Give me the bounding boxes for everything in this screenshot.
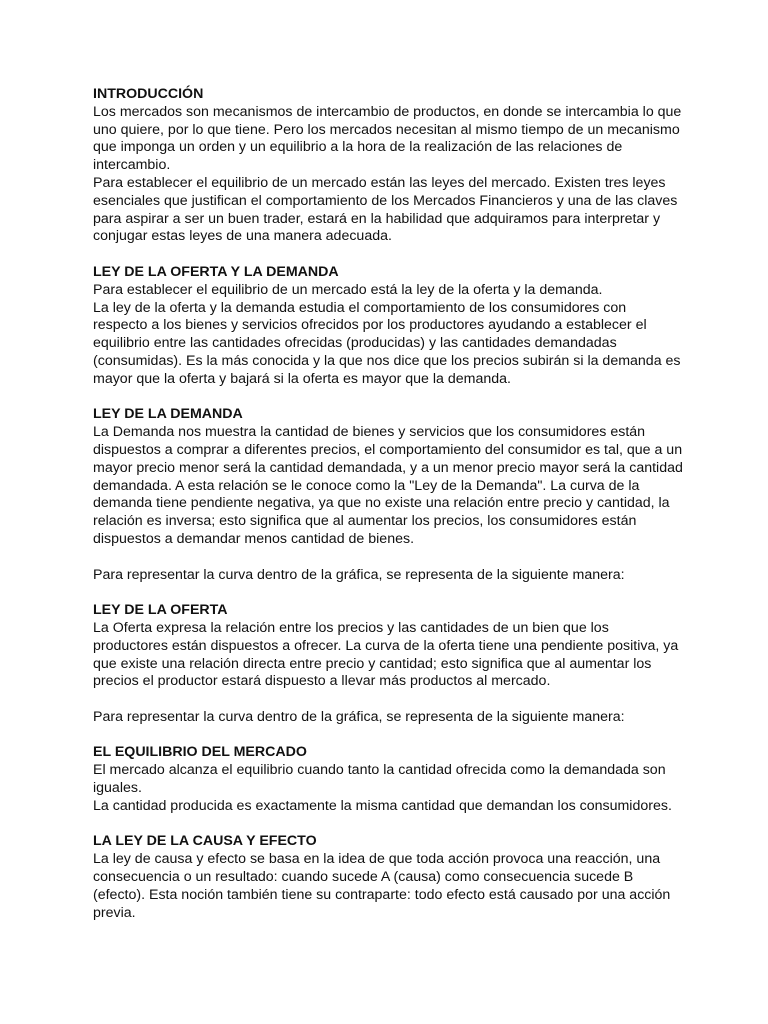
paragraph: Para establecer el equilibrio de un mercado están las leyes del mercado. Existen tres leyes esenciales que justifican el comportamiento de los Mercados Financieros y una de las claves para aspirar a ser un buen trader, estará en la habilidad que adquiramos para interpretar y conjugar estas leyes de una manera adecuada. <box>93 174 678 245</box>
paragraph: El mercado alcanza el equilibrio cuando tanto la cantidad ofrecida como la demandada son iguales. <box>93 762 666 797</box>
section-ley-oferta <box>93 602 683 727</box>
paragraph: La cantidad producida es exactamente la misma cantidad que demandan los consumidores. <box>93 797 672 814</box>
section-spacer <box>93 727 683 745</box>
section-heading: LEY DE LA OFERTA <box>93 602 228 619</box>
paragraph: La Demanda nos muestra la cantidad de bienes y servicios que los consumidores están dispuestos a comprar a diferentes precios, el comportamiento del consumidor es tal, que a un mayor precio menor será la cantidad demandada, y a un menor precio mayor será la cantidad demandada. A esta relación se le conoce como la "Ley de la Demanda". La curva de la demanda tiene pendiente negativa, ya que no existe una relación entre precio y cantidad, la relación es inversa; esto significa que al aumentar los precios, los consumidores están dispuestos a demandar menos cantidad de bienes. <box>93 424 683 547</box>
section-heading: LEY DE LA DEMANDA <box>93 406 243 423</box>
section-spacer <box>93 584 683 602</box>
section-ley-oferta-demanda <box>93 264 683 389</box>
section-spacer <box>93 816 683 834</box>
paragraph: Los mercados son mecanismos de intercambio de productos, en donde se intercambia lo que uno quiere, por lo que tiene. Pero los mercados necesitan al mismo tiempo de un mecanismo que imponga un orden y un equilibrio a la hora de la realización de las relaciones de intercambio. <box>93 103 682 174</box>
paragraph-spacer <box>93 691 683 709</box>
paragraph: La Oferta expresa la relación entre los precios y las cantidades de un bien que los productores están dispuestos a ofrecer. La curva de la oferta tiene una pendiente positiva, ya que existe una relación directa entre precio y cantidad; esto significa que al aumentar los precios el productor estará dispuesto a llevar más productos al mercado. <box>93 619 679 690</box>
document-page <box>93 86 683 922</box>
section-ley-demanda <box>93 406 683 584</box>
paragraph: Para establecer el equilibrio de un mercado está la ley de la oferta y la demanda. <box>93 281 603 298</box>
section-heading: INTRODUCCIÓN <box>93 86 204 102</box>
paragraph: La ley de la oferta y la demanda estudia el comportamiento de los consumidores con respecto a los bienes y servicios ofrecidos por los productores ayudando a establecer el equilibrio entre las cantidades ofrecidas (producidas) y las cantidades demandadas (consumidas). Es la más conocida y la que nos dice que los precios subirán si la demanda es mayor que la oferta y bajará si la oferta es mayor que la demanda. <box>93 299 681 387</box>
paragraph: La ley de causa y efecto se basa en la idea de que toda acción provoca una reacción, una consecuencia o un resultado: cuando sucede A (causa) como consecuencia sucede B (efecto). Esta noción también tiene su contraparte: todo efecto está causado por una acción previa. <box>93 851 671 921</box>
graph-note: Para representar la curva dentro de la gráfica, se representa de la siguiente manera: <box>93 566 625 583</box>
section-spacer <box>93 246 683 264</box>
paragraph-spacer <box>93 549 683 567</box>
section-causa-efecto <box>93 833 683 922</box>
section-heading: EL EQUILIBRIO DEL MERCADO <box>93 744 307 761</box>
section-introduccion <box>93 86 683 246</box>
section-heading: LA LEY DE LA CAUSA Y EFECTO <box>93 833 317 850</box>
section-spacer <box>93 389 683 407</box>
section-equilibrio-mercado <box>93 744 683 815</box>
section-heading: LEY DE LA OFERTA Y LA DEMANDA <box>93 263 339 280</box>
graph-note: Para representar la curva dentro de la gráfica, se representa de la siguiente manera: <box>93 708 625 725</box>
